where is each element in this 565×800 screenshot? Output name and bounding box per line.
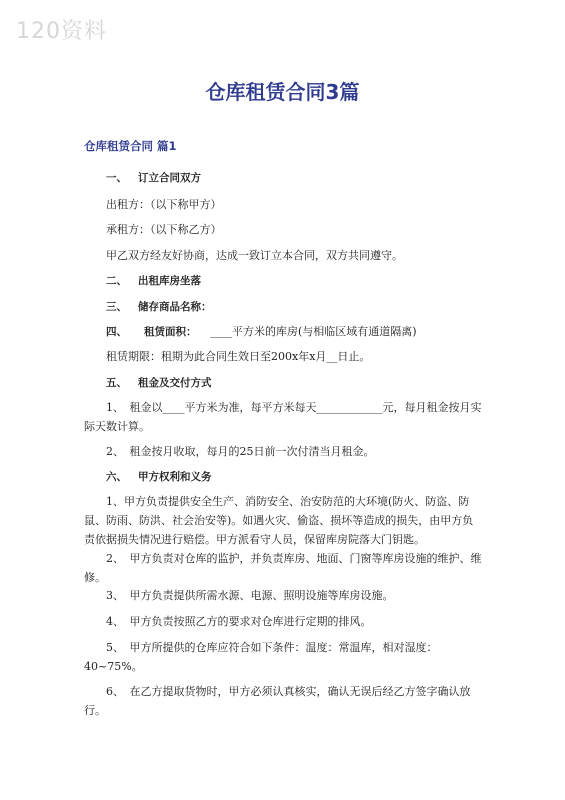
section-heading-text: 储存商品名称： (138, 301, 212, 313)
duty-clause-3: 3、 甲方负责提供所需水源、电源、照明设施等库房设施。 (106, 589, 394, 602)
section-number: 六、 (106, 471, 127, 483)
section-number: 五、 (106, 377, 127, 389)
duty-clause-6: 6、 在乙方提取货物时，甲方必须认真核实，确认无误后经乙方签字确认放行。 (84, 685, 471, 717)
section-heading-text: 租金及交付方式 (138, 377, 212, 389)
duty-clause-1: 1、甲方负责提供安全生产、消防安全、治安防范的大环境(防火、防盗、防鼠、防雨、防洪、社会治安等)。如遇火灾、偷盗、损坏等造成的损失，由甲方负责依据损失情况进行赔偿。甲方派看守人员，保留库房院落大门钥匙。 (84, 495, 474, 546)
section-heading-6 (84, 468, 484, 487)
section-heading-text: 订立合同双方 (138, 172, 201, 184)
lease-term-line: 租赁期限：租期为此合同生效日至200x年x月__日止。 (106, 350, 371, 363)
document-title: 仓库租赁合同3篇 (205, 80, 360, 104)
section-heading-4 (84, 322, 484, 342)
section-heading-3 (84, 298, 484, 317)
section-heading-text: 甲方权利和义务 (138, 471, 212, 483)
duty-clause-4: 4、 甲方负责按照乙方的要求对仓库进行定期的排风。 (106, 615, 372, 628)
section-number: 二、 (106, 275, 127, 287)
section-number: 四、 (106, 326, 127, 338)
rent-clause-2: 2、 租金按月收取，每月的25日前一次付清当月租金。 (106, 445, 375, 458)
section-heading-text: 出租库房坐落 (138, 275, 201, 287)
rent-clause-1: 1、 租金以____平方米为准，每平方米每天____________元，每月租金按月实际天数计算。 (84, 401, 482, 433)
lessee-line: 承租方：（以下称乙方） (106, 223, 222, 236)
lessor-line: 出租方：（以下称甲方） (106, 198, 222, 211)
watermark: 120资料 (16, 19, 107, 44)
section-label: 租赁面积： (144, 326, 197, 338)
area-text: ____平方米的库房(与相临区域有通道隔离) (210, 325, 417, 338)
agreement-line: 甲乙双方经友好协商，达成一致订立本合同，双方共同遵守。 (106, 249, 403, 262)
section-heading-1 (84, 169, 484, 188)
section-heading-5 (84, 374, 484, 393)
section-heading-2 (84, 272, 484, 291)
duty-clause-2: 2、 甲方负责对仓库的监护，并负责库房、地面、门窗等库房设施的维护、维修。 (84, 552, 482, 584)
section-number: 三、 (106, 301, 127, 313)
duty-clause-5: 5、 甲方所提供的仓库应符合如下条件：温度：常温库，相对湿度：40~75%。 (84, 641, 438, 673)
contract-subtitle: 仓库租赁合同 篇1 (84, 139, 177, 153)
section-number: 一、 (106, 172, 127, 184)
